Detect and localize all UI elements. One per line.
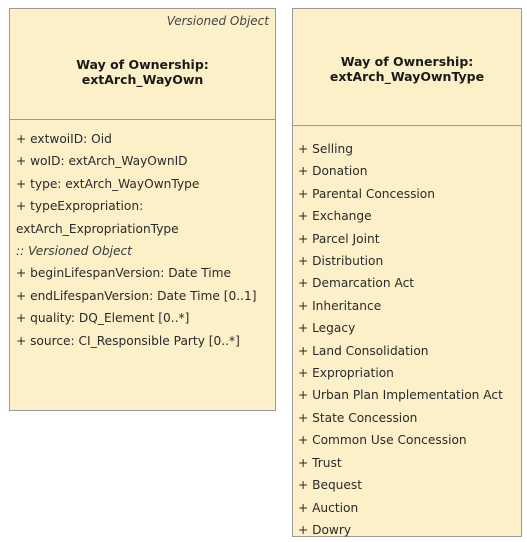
attribute-extwoiid: + extwoiID: Oid (16, 132, 112, 146)
class-box-extarch-wayowntype[interactable] (292, 8, 522, 537)
class-title-line2: extArch_WayOwn (81, 72, 204, 87)
class-header (10, 9, 275, 120)
class-header (293, 9, 521, 126)
enum-value: + Land Consolidation (298, 343, 429, 358)
enum-value: + Selling (298, 142, 353, 156)
enum-value: + Legacy (298, 321, 356, 336)
enum-value: + Expropriation (298, 366, 394, 381)
attribute-typeexpropriation: + typeExpropriation: (16, 199, 144, 214)
enum-value: + Parental Concession (298, 186, 435, 201)
enum-value: + Distribution (298, 254, 384, 269)
stereotype-label: Versioned Object (166, 14, 269, 28)
attribute-compartment (10, 120, 275, 352)
class-title-line2: extArch_WayOwnType (329, 69, 485, 84)
attribute-endlifespanversion: + endLifespanVersion: Date Time [0..1] (16, 288, 257, 303)
attribute-type: + type: extArch_WayOwnType (16, 176, 200, 191)
attribute-source: + source: CI_Responsible Party [0..*] (16, 333, 240, 348)
enum-value: + Trust (298, 455, 342, 470)
attribute-quality: + quality: DQ_Element [0..*] (16, 311, 190, 326)
enumeration-compartment (293, 126, 521, 541)
attribute-typeexpropriation-type: extArch_ExpropriationType (16, 221, 179, 236)
enum-value: + Demarcation Act (298, 276, 415, 291)
enum-value: + State Concession (298, 410, 418, 425)
enum-value: + Donation (298, 164, 368, 179)
enum-value: + Common Use Concession (298, 433, 467, 448)
class-title-line1: Way of Ownership: (76, 57, 209, 72)
enum-value: + Inheritance (298, 298, 382, 313)
class-box-extarch-wayown[interactable] (9, 8, 276, 411)
inherited-section-label: :: Versioned Object (16, 244, 132, 259)
enum-value: + Urban Plan Implementation Act (298, 388, 503, 403)
attribute-woid: + woID: extArch_WayOwnID (16, 154, 188, 169)
enum-value: + Parcel Joint (298, 231, 380, 246)
class-title-line1: Way of Ownership: (340, 54, 474, 69)
enum-value: + Exchange (298, 209, 372, 224)
attribute-beginlifespanversion: + beginLifespanVersion: Date Time (16, 266, 232, 281)
enum-value: + Dowry (298, 522, 352, 537)
enum-value: + Auction (298, 500, 359, 515)
enum-value: + Bequest (298, 478, 363, 493)
